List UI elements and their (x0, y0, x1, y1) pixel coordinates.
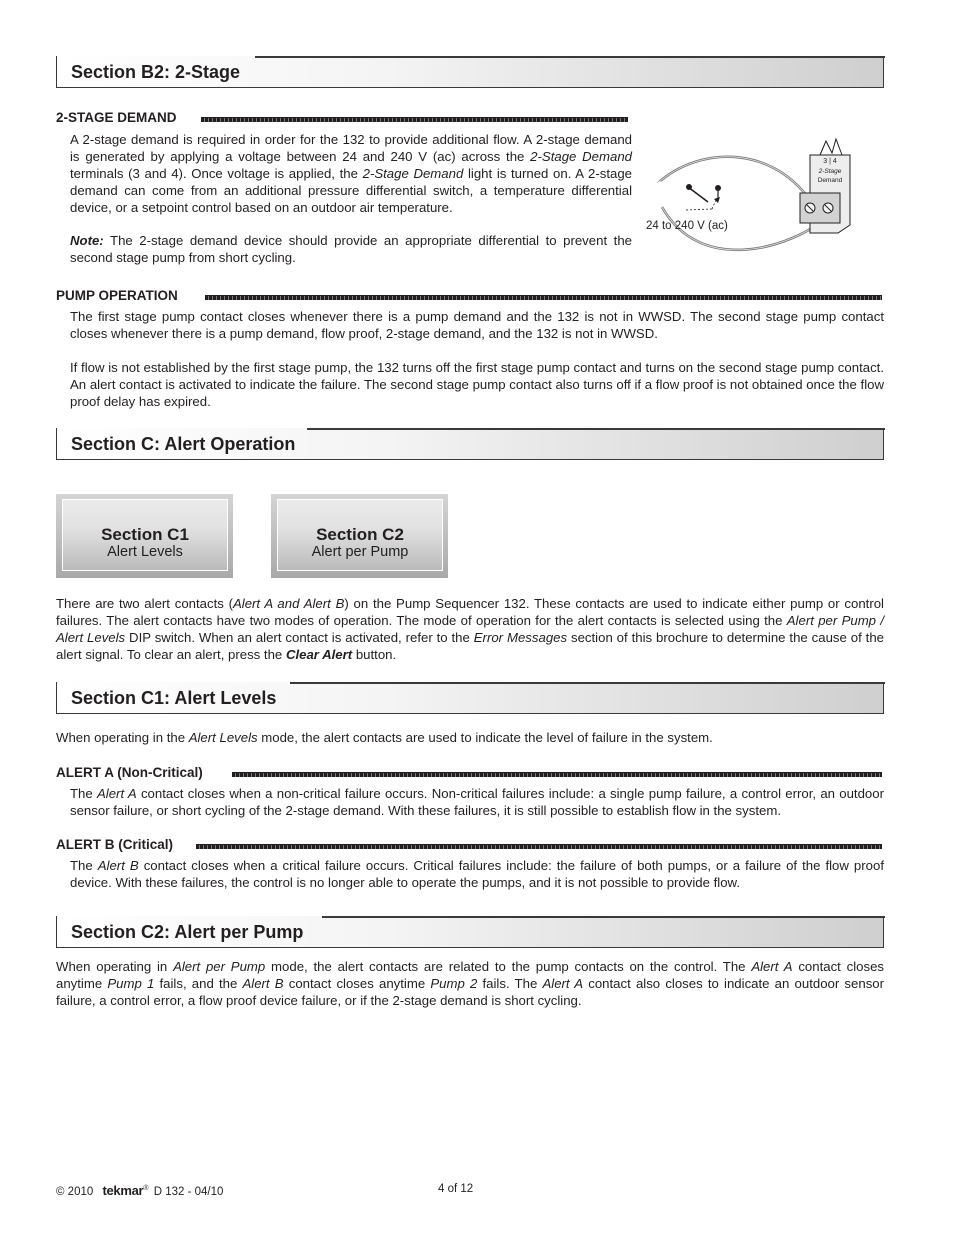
footer-copyright: © 2010 (56, 1186, 94, 1198)
alert-b-rule (196, 844, 882, 849)
alert-a-heading: ALERT A (Non-Critical) (56, 765, 203, 780)
section-b2-title: Section B2: 2-Stage (71, 62, 241, 82)
alert-levels-intro: When operating in the Alert Levels mode, the alert contacts are used to indicate the level of failure in the system. (56, 730, 713, 745)
section-c2-header (56, 916, 884, 948)
section-c-header (56, 428, 884, 460)
pump-operation-paragraph-1: The first stage pump contact closes whenever there is a pump demand and the 132 is not in WWSD. The second stage pump contact closes whenever there is a pump demand, flow proof, 2-stage demand, and the 132 is not in WWSD. (70, 309, 884, 341)
section-c2-card-subtitle: Alert per Pump (311, 544, 409, 560)
footer-page-number: 4 of 12 (438, 1183, 474, 1195)
alert-per-pump-paragraph: When operating in Alert per Pump mode, the alert contacts are related to the pump contacts on the control. The Alert A contact closes anytime Pump 1 fails, and the Alert B contact closes anytime Pump 2 fails. The Alert A contact also closes to indicate an outdoor sensor failure, a control error, a flow proof device failure, or if the 2-stage demand is short cycling. (56, 959, 885, 1008)
registered-mark: ® (143, 1185, 149, 1193)
section-c1-card[interactable] (56, 494, 233, 578)
terminal-label-line2: Demand (817, 177, 843, 184)
footer-left (56, 1183, 223, 1198)
two-stage-demand-rule (201, 117, 628, 122)
footer-document-code: D 132 - 04/10 (153, 1186, 224, 1198)
section-c-title: Section C: Alert Operation (71, 434, 296, 454)
terminal-block (800, 139, 850, 233)
alert-intro-paragraph: There are two alert contacts (Alert A and Alert B) on the Pump Sequencer 132. These contacts are used to indicate either pump or control failures. The alert contacts have two modes of operation. The mode of operation for the alert contacts is selected using the Alert per Pump / Alert Levels DIP switch. When an alert contact is activated, refer to the Error Messages section of this brochure to determine the cause of the alert signal. To clear an alert, press the Clear Alert button. (56, 596, 884, 662)
section-c2-title: Section C2: Alert per Pump (71, 922, 304, 942)
section-c1-header (56, 682, 884, 714)
two-stage-note: Note: The 2-stage demand device should provide an appropriate differential to prevent the second stage pump from short cycling. (70, 233, 632, 265)
alert-a-paragraph: The Alert A contact closes when a non-critical failure occurs. Non-critical failures include: a single pump failure, a control error, an outdoor sensor failure, or short cycling of the 2-stage demand. With these failures, it is still possible to establish flow in the system. (70, 786, 884, 818)
section-c1-card-subtitle: Alert Levels (107, 544, 183, 560)
tekmar-logo: tekmar (102, 1183, 144, 1198)
two-stage-demand-heading: 2-STAGE DEMAND (56, 110, 177, 125)
section-b2-header (56, 56, 884, 88)
alert-b-heading: ALERT B (Critical) (56, 837, 174, 852)
terminal-label-line1: 2-Stage (818, 168, 842, 175)
two-stage-demand-paragraph: A 2-stage demand is required in order for the 132 to provide additional flow. A 2-stage demand is generated by applying a voltage between 24 and 240 V (ac) across the 2-Stage Demand terminals (3 and 4). Once voltage is applied, the 2-Stage Demand light is turned on. A 2-stage demand can come from an additional pressure differential switch, a temperature differential device, or a setpoint control based on an outdoor air temperature. (70, 132, 633, 215)
two-stage-wiring-diagram (640, 125, 870, 255)
pump-operation-heading: PUMP OPERATION (56, 288, 178, 303)
section-c2-card-title: Section C2 (316, 525, 404, 544)
alert-b-paragraph: The Alert B contact closes when a critical failure occurs. Critical failures include: the failure of both pumps, or a failure of the flow proof device. With these failures, the control is no longer able to operate the pumps, and it is not possible to provide flow. (70, 858, 884, 890)
voltage-label: 24 to 240 V (ac) (646, 220, 728, 232)
pump-operation-rule (205, 295, 882, 300)
alert-a-rule (232, 772, 882, 777)
terminal-numbers: 3 | 4 (823, 158, 837, 165)
section-c2-card[interactable] (271, 494, 448, 578)
section-c1-title: Section C1: Alert Levels (71, 688, 277, 708)
section-c1-card-title: Section C1 (101, 525, 189, 544)
pump-operation-paragraph-2: If flow is not established by the first stage pump, the 132 turns off the first stage pump contact and turns on the second stage pump contact. An alert contact is activated to indicate the failure. The second stage pump contact also turns off if a flow proof is not obtained once the flow proof delay has expired. (70, 360, 884, 409)
note-label: Note: (70, 233, 104, 248)
